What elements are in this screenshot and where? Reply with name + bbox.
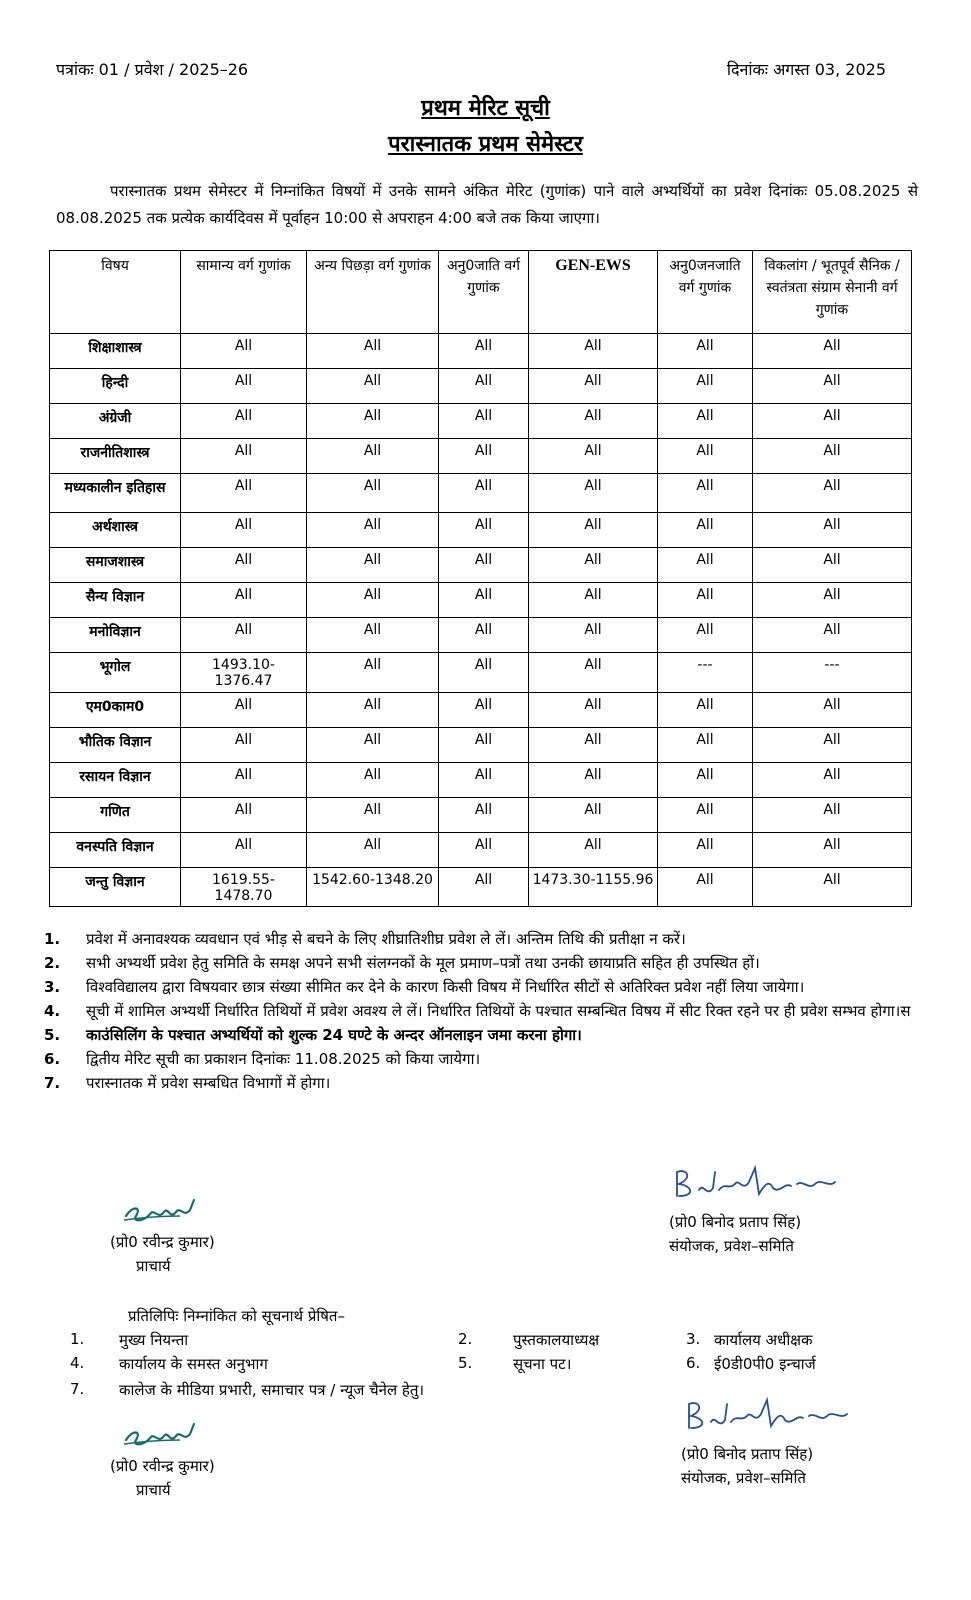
reference-number: पत्रांकः 01 / प्रवेश / 2025–26 [56,60,249,79]
merit-cell: All [753,797,912,832]
copy-number: 3. [686,1330,701,1348]
convener-signature-image [669,1160,849,1210]
merit-cell: All [753,867,912,906]
merit-cell: All [307,474,439,513]
merit-cell: All [753,439,912,474]
merit-cell: All [529,832,658,867]
merit-cell: All [307,583,439,618]
principal-title: प्राचार्य [136,1481,171,1499]
merit-cell: All [439,369,529,404]
table-row [50,692,912,727]
merit-cell: 1473.30-1155.96 [529,867,658,906]
merit-cell: All [529,474,658,513]
copy-number: 4. [70,1354,85,1372]
subject-cell: समाजशास्त्र [50,548,181,583]
subject-cell: राजनीतिशास्त्र [50,439,181,474]
convener-signature-block [669,1160,849,1258]
copy-item [70,1354,268,1373]
merit-cell: 1542.60-1348.20 [307,867,439,906]
merit-cell: All [439,762,529,797]
merit-cell: All [439,404,529,439]
note-number: 4. [44,1002,61,1020]
merit-cell: All [658,439,753,474]
page-title: प्रथम मेरिट सूची [421,96,550,121]
merit-cell: All [529,653,658,692]
note-item [44,1000,920,1022]
table-row [50,334,912,369]
note-item [44,1072,920,1094]
copy-number: 7. [70,1380,85,1398]
merit-cell: All [439,653,529,692]
note-number: 1. [44,930,61,948]
note-number: 3. [44,978,61,996]
merit-cell: All [307,513,439,548]
copy-number: 1. [70,1330,85,1348]
intro-paragraph [56,178,918,232]
merit-cell: All [753,832,912,867]
subject-cell: मध्यकालीन इतिहास [50,474,181,513]
merit-cell: All [753,334,912,369]
merit-cell: All [658,797,753,832]
merit-cell: All [307,762,439,797]
note-item [44,976,920,998]
notes-list [44,928,920,1096]
merit-cell: All [658,474,753,513]
merit-cell: All [439,334,529,369]
principal-name: (प्रो0 रवीन्द्र कुमार) [110,1233,215,1251]
note-text: सूची में शामिल अभ्यर्थी निर्धारित तिथियों में प्रवेश अवश्य ले लें। निर्धारित तिथियों के पश्चात सम्बन्धित विषय में सीट रिक्त रहने पर ही प्रवेश सम्भव होगा।स [86,1002,911,1020]
merit-cell: All [658,692,753,727]
note-item [44,1048,920,1070]
merit-cell: All [307,439,439,474]
note-text: काउंसिलिंग के पश्चात अभ्यर्थियों को शुल्क 24 घण्टे के अन्दर ऑनलाइन जमा करना होगा। [86,1026,582,1044]
copy-heading: प्रतिलिपिः निम्नांकित को सूचनार्थ प्रेषित– [128,1307,345,1325]
convener-signature-image [681,1392,861,1442]
merit-cell: All [529,439,658,474]
merit-cell: All [658,727,753,762]
merit-cell: 1493.10-1376.47 [181,653,307,692]
subject-cell: वनस्पति विज्ञान [50,832,181,867]
table-row [50,548,912,583]
note-item [44,1024,920,1046]
merit-cell: All [181,548,307,583]
merit-cell: All [181,692,307,727]
merit-cell: All [307,692,439,727]
merit-cell: All [439,513,529,548]
merit-cell: All [439,832,529,867]
merit-cell: All [529,513,658,548]
table-row [50,404,912,439]
copy-text: ई0डी0पी0 इन्चार्ज [714,1355,816,1373]
table-row [50,727,912,762]
merit-cell: All [439,439,529,474]
convener-title: संयोजक, प्रवेश–समिति [669,1237,794,1255]
note-text: द्वितीय मेरिट सूची का प्रकाशन दिनांकः 11.08.2025 को किया जायेगा। [86,1050,481,1068]
principal-signature-image [110,1418,220,1454]
merit-cell: All [753,727,912,762]
merit-cell: All [753,583,912,618]
merit-cell: --- [658,653,753,692]
copy-item [458,1354,572,1373]
note-item [44,928,920,950]
merit-cell: All [658,334,753,369]
merit-cell: All [181,762,307,797]
merit-cell: All [307,369,439,404]
merit-cell: All [181,404,307,439]
note-text: परास्नातक में प्रवेश सम्बधित विभागों में होगा। [86,1074,331,1092]
subject-cell: गणित [50,797,181,832]
merit-cell: All [753,548,912,583]
merit-cell: All [529,692,658,727]
principal-title: प्राचार्य [136,1257,171,1275]
merit-cell: All [753,369,912,404]
merit-cell: All [439,618,529,653]
copy-item [70,1380,425,1399]
table-row [50,653,912,692]
merit-cell: All [529,618,658,653]
subject-cell: शिक्षाशास्त्र [50,334,181,369]
copy-item [458,1330,600,1349]
note-text: विश्वविद्यालय द्वारा विषयवार छात्र संख्या सीमित कर देने के कारण किसी विषय में निर्धारित सीटों से अतिरिक्त प्रवेश नहीं लिया जायेगा। [86,978,805,996]
note-text: सभी अभ्यर्थी प्रवेश हेतु समिति के समक्ष अपने सभी संलग्नकों के मूल प्रमाण–पत्रों तथा उनकी छायाप्रति सहित ही उपस्थित हों। [86,954,760,972]
merit-cell: --- [753,653,912,692]
convener-name: (प्रो0 बिनोद प्रताप सिंह) [681,1445,814,1463]
note-number: 7. [44,1074,61,1092]
table-row [50,474,912,513]
note-number: 5. [44,1026,61,1044]
merit-cell: All [529,727,658,762]
principal-signature-block-2 [110,1418,220,1502]
merit-cell: All [181,727,307,762]
principal-name: (प्रो0 रवीन्द्र कुमार) [110,1457,215,1475]
merit-cell: All [307,618,439,653]
merit-cell: All [529,583,658,618]
copy-number: 2. [458,1330,473,1348]
header-special: विकलांग / भूतपूर्व सैनिक / स्वतंत्रता संग्राम सेनानी वर्ग गुणांक [753,251,912,334]
subject-cell: सैन्य विज्ञान [50,583,181,618]
copy-number: 6. [686,1354,701,1372]
copy-item [686,1330,813,1349]
principal-signature-image [110,1194,220,1230]
merit-cell: All [439,797,529,832]
merit-cell: All [181,832,307,867]
convener-signature-block-2 [681,1392,861,1490]
table-header-row [50,251,912,334]
merit-cell: All [658,513,753,548]
copy-text: पुस्तकालयाध्यक्ष [513,1331,600,1349]
table-row [50,513,912,548]
table-body [50,334,912,907]
subject-cell: भूगोल [50,653,181,692]
merit-cell: All [439,727,529,762]
subject-cell: अंग्रेजी [50,404,181,439]
subject-cell: एम0काम0 [50,692,181,727]
merit-cell: All [181,618,307,653]
merit-cell: All [181,334,307,369]
table-row [50,762,912,797]
merit-cell: All [307,832,439,867]
merit-cell: All [753,618,912,653]
header-general: सामान्य वर्ग गुणांक [181,251,307,334]
merit-cell: All [181,369,307,404]
subject-cell: भौतिक विज्ञान [50,727,181,762]
merit-cell: All [307,797,439,832]
note-number: 2. [44,954,61,972]
header-gen-ews: GEN-EWS [529,251,658,334]
table-row [50,867,912,906]
merit-cell: All [658,618,753,653]
copy-text: सूचना पट। [513,1355,572,1373]
document-date: दिनांकः अगस्त 03, 2025 [726,60,886,79]
merit-cell: All [658,762,753,797]
merit-cell: 1619.55-1478.70 [181,867,307,906]
page-subtitle: परास्नातक प्रथम सेमेस्टर [388,132,583,157]
table-row [50,618,912,653]
merit-cell: All [439,474,529,513]
merit-cell: All [181,439,307,474]
merit-cell: All [529,404,658,439]
merit-cell: All [307,404,439,439]
copy-number: 5. [458,1354,473,1372]
merit-cell: All [307,334,439,369]
merit-cell: All [439,692,529,727]
table-row [50,797,912,832]
merit-cell: All [658,583,753,618]
intro-text: परास्नातक प्रथम सेमेस्टर में निम्नांकित विषयों में उनके सामने अंकित मेरिट (गुणांक) पाने वाले अभ्यर्थियों का प्रवेश दिनांकः 05.08.2025 से 08.08.2025 तक प्रत्येक कार्यदिवस में पूर्वाहन 10:00 से अपराहन 4:00 बजे तक किया जाएगा। [56,182,918,227]
table-row [50,583,912,618]
merit-cell: All [529,369,658,404]
merit-cell: All [658,404,753,439]
copy-text: मुख्य नियन्ता [119,1331,189,1349]
merit-cell: All [307,727,439,762]
header-sc: अनु0जाति वर्ग गुणांक [439,251,529,334]
merit-cell: All [529,548,658,583]
merit-cell: All [529,797,658,832]
header-obc: अन्य पिछड़ा वर्ग गुणांक [307,251,439,334]
note-text: प्रवेश में अनावश्यक व्यवधान एवं भीड़ से बचने के लिए शीघ्रातिशीघ्र प्रवेश ले लें। अन्तिम तिथि की प्रतीक्षा न करें। [86,930,686,948]
subject-cell: मनोविज्ञान [50,618,181,653]
merit-cell: All [307,653,439,692]
header-subject: विषय [50,251,181,334]
merit-cell: All [753,474,912,513]
merit-cell: All [439,867,529,906]
merit-cell: All [658,867,753,906]
merit-cell: All [181,474,307,513]
table-row [50,439,912,474]
merit-cell: All [307,548,439,583]
table-row [50,369,912,404]
merit-cell: All [658,832,753,867]
merit-table [49,250,912,907]
copy-item [70,1330,189,1349]
merit-cell: All [658,369,753,404]
merit-cell: All [181,583,307,618]
copy-text: कार्यालय अधीक्षक [714,1331,813,1349]
header-st: अनु0जनजाति वर्ग गुणांक [658,251,753,334]
copy-text: कार्यालय के समस्त अनुभाग [119,1355,268,1373]
merit-cell: All [181,797,307,832]
merit-cell: All [529,762,658,797]
merit-cell: All [753,692,912,727]
subject-cell: जन्तु विज्ञान [50,867,181,906]
subject-cell: हिन्दी [50,369,181,404]
merit-cell: All [753,513,912,548]
copy-item [686,1354,816,1373]
copy-text: कालेज के मीडिया प्रभारी, समाचार पत्र / न्यूज चैनेल हेतु। [119,1381,425,1399]
merit-cell: All [529,334,658,369]
merit-cell: All [658,548,753,583]
merit-cell: All [439,583,529,618]
note-item [44,952,920,974]
convener-name: (प्रो0 बिनोद प्रताप सिंह) [669,1213,802,1231]
table-row [50,832,912,867]
merit-cell: All [181,513,307,548]
convener-title: संयोजक, प्रवेश–समिति [681,1469,806,1487]
merit-cell: All [753,762,912,797]
principal-signature-block [110,1194,220,1278]
merit-cell: All [753,404,912,439]
merit-cell: All [439,548,529,583]
note-number: 6. [44,1050,61,1068]
subject-cell: रसायन विज्ञान [50,762,181,797]
subject-cell: अर्थशास्त्र [50,513,181,548]
